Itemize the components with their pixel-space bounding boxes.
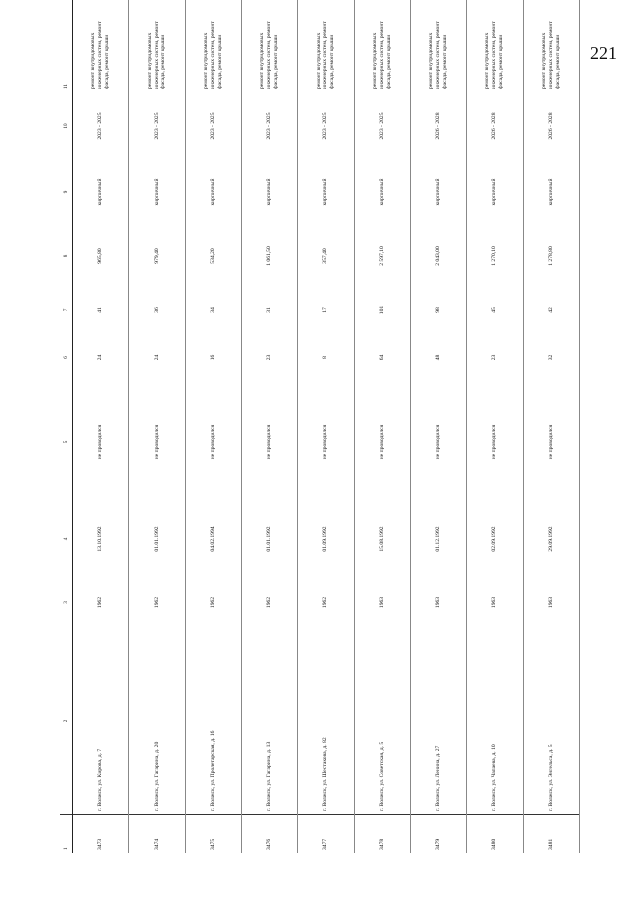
cell-area: 534,20 (185, 224, 241, 288)
cell-material: кирпичный (297, 160, 353, 224)
cell-year: 1962 (72, 577, 128, 628)
cell-col7: 34 (185, 288, 241, 332)
cell-date: 29.09.1992 (523, 501, 579, 577)
cell-col7: 31 (241, 288, 297, 332)
column-numbers-row (60, 0, 73, 853)
cell-col6: 48 (410, 332, 466, 383)
cell-area: 1 278,80 (523, 224, 579, 288)
table-header (60, 0, 73, 853)
cell-work: ремонт внутридомовых инженерных систем, ремонт фасада, ремонт крыши (354, 16, 410, 92)
cell-status: не проводился (72, 383, 128, 501)
cell-number: 3474 (128, 814, 184, 853)
cell-cost (354, 0, 410, 16)
cell-work: ремонт внутридомовых инженерных систем, ремонт фасада, ремонт крыши (297, 16, 353, 92)
repair-program-table (60, 0, 580, 853)
cell-year: 1963 (354, 577, 410, 628)
page-number: 221 (590, 43, 617, 63)
cell-year: 1963 (410, 577, 466, 628)
rotated-table-wrapper (60, 20, 580, 853)
cell-work: ремонт внутридомовых инженерных систем, ремонт фасада, ремонт крыши (523, 16, 579, 92)
cell-year: 1963 (523, 577, 579, 628)
cell-period: 2026 - 2028 (523, 92, 579, 160)
cell-col6: 23 (466, 332, 522, 383)
cell-work: ремонт внутридомовых инженерных систем, ремонт фасада, ремонт крыши (410, 16, 466, 92)
cell-area: 2 043,00 (410, 224, 466, 288)
col-header-7: 7 (60, 288, 73, 332)
table-row (185, 0, 241, 853)
cell-period: 2026 - 2028 (410, 92, 466, 160)
table-row (72, 0, 128, 853)
cell-date: 15.08.1992 (354, 501, 410, 577)
cell-number: 3479 (410, 814, 466, 853)
cell-work: ремонт внутридомовых инженерных систем, ремонт фасада, ремонт крыши (128, 16, 184, 92)
cell-period: 2023 - 2025 (241, 92, 297, 160)
cell-col6: 8 (297, 332, 353, 383)
cell-address: г. Волжск, ул. Советская, д. 5 (354, 628, 410, 815)
table-body (72, 0, 579, 853)
table-row (354, 0, 410, 853)
cell-col6: 24 (72, 332, 128, 383)
cell-status: не проводился (410, 383, 466, 501)
cell-material: кирпичный (128, 160, 184, 224)
cell-number: 3476 (241, 814, 297, 853)
cell-period: 2023 - 2025 (72, 92, 128, 160)
cell-date: 02.09.1992 (466, 501, 522, 577)
cell-address: г. Волжск, ул. Шестакова, д. 82 (297, 628, 353, 815)
col-header-11: 11 (60, 16, 73, 92)
col-header-2: 2 (60, 628, 73, 815)
cell-material: кирпичный (72, 160, 128, 224)
cell-date: 04.02.1994 (185, 501, 241, 577)
cell-address: г. Волжск, ул. Ленина, д. 27 (410, 628, 466, 815)
cell-col7: 17 (297, 288, 353, 332)
cell-area: 965,80 (72, 224, 128, 288)
cell-address: г. Волжск, ул. Пролетарская, д. 16 (185, 628, 241, 815)
col-header-12 (60, 0, 73, 16)
cell-cost (466, 0, 522, 16)
cell-area: 357,40 (297, 224, 353, 288)
table-row (410, 0, 466, 853)
cell-cost (72, 0, 128, 16)
cell-address: г. Волжск, ул. Энгельса, д. 5 (523, 628, 579, 815)
cell-cost (523, 0, 579, 16)
cell-period: 2023 - 2025 (297, 92, 353, 160)
cell-year: 1962 (128, 577, 184, 628)
cell-col6: 16 (185, 332, 241, 383)
col-header-6: 6 (60, 332, 73, 383)
cell-address: г. Волжск, ул. Гагарина, д. 13 (241, 628, 297, 815)
table-row (466, 0, 522, 853)
col-header-3: 3 (60, 577, 73, 628)
cell-status: не проводился (128, 383, 184, 501)
cell-col7: 101 (354, 288, 410, 332)
cell-cost (297, 0, 353, 16)
cell-col6: 64 (354, 332, 410, 383)
cell-col7: 41 (72, 288, 128, 332)
cell-period: 2023 - 2025 (354, 92, 410, 160)
cell-date: 13.10.1992 (72, 501, 128, 577)
cell-work: ремонт внутридомовых инженерных систем, ремонт фасада, ремонт крыши (185, 16, 241, 92)
cell-col7: 45 (466, 288, 522, 332)
cell-material: кирпичный (466, 160, 522, 224)
cell-col6: 23 (241, 332, 297, 383)
col-header-8: 8 (60, 224, 73, 288)
cell-work: ремонт внутридомовых инженерных систем, ремонт фасада, ремонт крыши (72, 16, 128, 92)
cell-number: 3478 (354, 814, 410, 853)
cell-number: 3475 (185, 814, 241, 853)
cell-cost (241, 0, 297, 16)
cell-status: не проводился (297, 383, 353, 501)
cell-period: 2026 - 2028 (466, 92, 522, 160)
cell-cost (185, 0, 241, 16)
cell-status: не проводился (354, 383, 410, 501)
cell-address: г. Волжск, ул. Гагарина, д. 20 (128, 628, 184, 815)
cell-status: не проводился (185, 383, 241, 501)
cell-work: ремонт внутридомовых инженерных систем, ремонт фасада, ремонт крыши (241, 16, 297, 92)
table-row (241, 0, 297, 853)
cell-date: 01.01.1992 (241, 501, 297, 577)
cell-material: кирпичный (523, 160, 579, 224)
cell-area: 2 597,10 (354, 224, 410, 288)
cell-period: 2023 - 2025 (185, 92, 241, 160)
cell-number: 3480 (466, 814, 522, 853)
cell-col7: 36 (128, 288, 184, 332)
col-header-10: 10 (60, 92, 73, 160)
cell-material: кирпичный (354, 160, 410, 224)
cell-address: г. Волжск, ул. Кирова, д. 7 (72, 628, 128, 815)
cell-date: 01.12.1992 (410, 501, 466, 577)
col-header-9: 9 (60, 160, 73, 224)
cell-date: 01.01.1992 (128, 501, 184, 577)
cell-number: 3481 (523, 814, 579, 853)
cell-period: 2023 - 2025 (128, 92, 184, 160)
cell-material: кирпичный (241, 160, 297, 224)
col-header-5: 5 (60, 383, 73, 501)
table-row (297, 0, 353, 853)
cell-col6: 32 (523, 332, 579, 383)
cell-address: г. Волжск, ул. Чапаева, д. 10 (466, 628, 522, 815)
cell-year: 1963 (466, 577, 522, 628)
table-row (128, 0, 184, 853)
cell-material: кирпичный (410, 160, 466, 224)
cell-cost (410, 0, 466, 16)
col-header-1: 1 (60, 814, 73, 853)
cell-area: 1 061,50 (241, 224, 297, 288)
cell-year: 1962 (297, 577, 353, 628)
cell-col7: 98 (410, 288, 466, 332)
col-header-4: 4 (60, 501, 73, 577)
cell-area: 1 270,10 (466, 224, 522, 288)
cell-col6: 24 (128, 332, 184, 383)
cell-work: ремонт внутридомовых инженерных систем, ремонт фасада, ремонт крыши (466, 16, 522, 92)
cell-status: не проводился (523, 383, 579, 501)
cell-year: 1962 (185, 577, 241, 628)
cell-col7: 42 (523, 288, 579, 332)
cell-number: 3473 (72, 814, 128, 853)
table-row (523, 0, 579, 853)
cell-material: кирпичный (185, 160, 241, 224)
cell-year: 1962 (241, 577, 297, 628)
cell-date: 01.09.1992 (297, 501, 353, 577)
cell-number: 3477 (297, 814, 353, 853)
cell-area: 979,40 (128, 224, 184, 288)
cell-status: не проводился (466, 383, 522, 501)
cell-cost (128, 0, 184, 16)
cell-status: не проводился (241, 383, 297, 501)
